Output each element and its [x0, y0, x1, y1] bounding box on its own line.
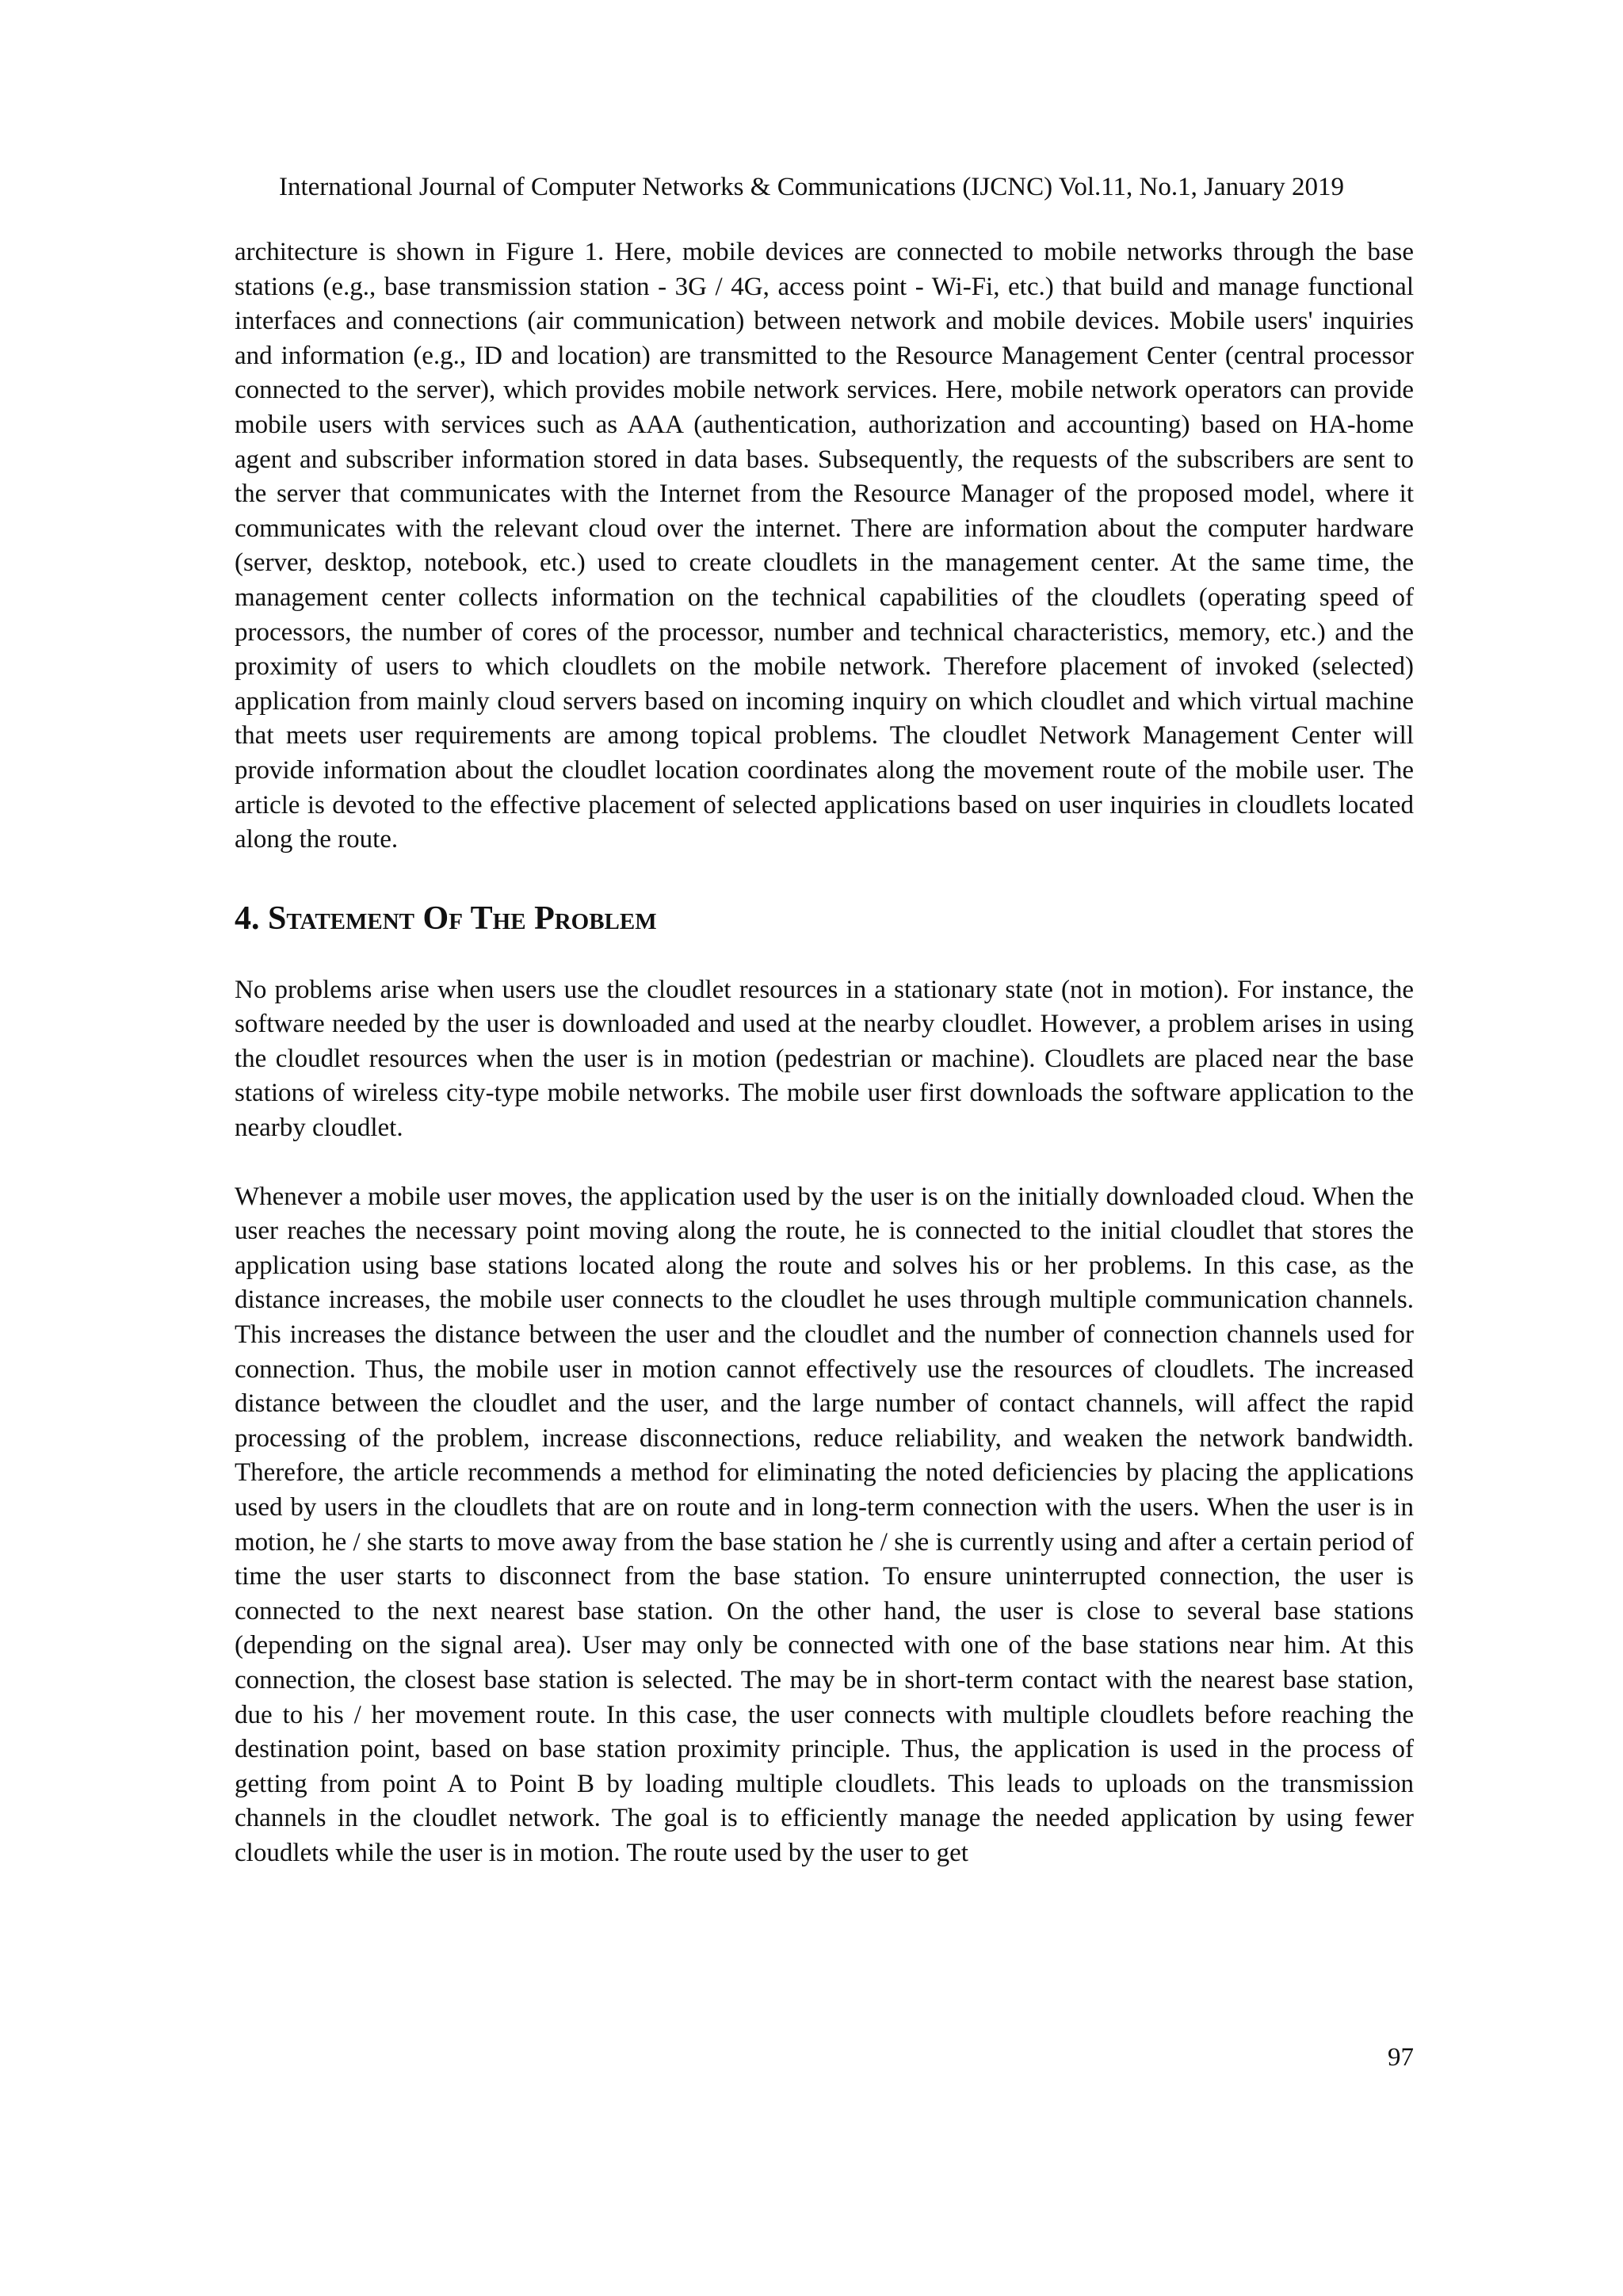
- section-heading-text: 4. Statement Of The Problem: [235, 900, 657, 937]
- section-heading: [235, 899, 1414, 938]
- main-content: [235, 235, 1414, 1871]
- page-number: 97: [1388, 2043, 1414, 2072]
- body-paragraph-3: Whenever a mobile user moves, the application used by the user is on the initially downloaded cloud. When the user reaches the necessary point moving along the route, he is connected to the initial cloudlet that stores the application using base stations located along the route and solves his or her problems. In this case, as the distance increases, the mobile user connects to the cloudlet he uses through multiple communication channels. This increases the distance between the user and the cloudlet and the number of connection channels used for connection. Thus, the mobile user in motion cannot effectively use the resources of cloudlets. The increased distance between the cloudlet and the user, and the large number of contact channels, will affect the rapid processing of the problem, increase disconnections, reduce reliability, and weaken the network bandwidth. Therefore, the article recommends a method for eliminating the noted deficiencies by placing the applications used by users in the cloudlets that are on route and in long-term connection with the users. When the user is in motion, he / she starts to move away from the base station he / she is currently using and after a certain period of time the user starts to disconnect from the base station. To ensure uninterrupted connection, the user is connected to the next nearest base station. On the other hand, the user is close to several base stations (depending on the signal area). User may only be connected with one of the base stations near him. At this connection, the closest base station is selected. The may be in short-term contact with the nearest base station, due to his / her movement route. In this case, the user connects with multiple cloudlets before reaching the destination point, based on base station proximity principle. Thus, the application is used in the process of getting from point A to Point B by loading multiple cloudlets. This leads to uploads on the transmission channels in the cloudlet network. The goal is to efficiently manage the needed application by using fewer cloudlets while the user is in motion. The route used by the user to get: [235, 1182, 1414, 1867]
- body-paragraph-2: No problems arise when users use the cloudlet resources in a stationary state (not in motion). For instance, the software needed by the user is downloaded and used at the nearby cloudlet. However, a problem arises in using the cloudlet resources when the user is in motion (pedestrian or machine). Cloudlets are placed near the base stations of wireless city-type mobile networks. The mobile user first downloads the software application to the nearby cloudlet.: [235, 975, 1414, 1143]
- running-header: International Journal of Computer Networks & Communications (IJCNC) Vol.11, No.1, January 2019: [279, 173, 1344, 201]
- body-paragraph-1: architecture is shown in Figure 1. Here, mobile devices are connected to mobile networks through the base stations (e.g., base transmission station - 3G / 4G, access point - Wi-Fi, etc.) that build and manage functional interfaces and connections (air communication) between network and mobile devices. Mobile users' inquiries and information (e.g., ID and location) are transmitted to the Resource Management Center (central processor connected to the server), which provides mobile network services. Here, mobile network operators can provide mobile users with services such as AAA (authentication, authorization and accounting) based on HA-home agent and subscriber information stored in data bases. Subsequently, the requests of the subscribers are sent to the server that communicates with the Internet from the Resource Manager of the proposed model, where it communicates with the relevant cloud over the internet. There are information about the computer hardware (server, desktop, notebook, etc.) used to create cloudlets in the management center. At the same time, the management center collects information on the technical capabilities of the cloudlets (operating speed of processors, the number of cores of the processor, number and technical characteristics, memory, etc.) and the proximity of users to which cloudlets on the mobile network. Therefore placement of invoked (selected) application from mainly cloud servers based on incoming inquiry on which cloudlet and which virtual machine that meets user requirements are among topical problems. The cloudlet Network Management Center will provide information about the cloudlet location coordinates along the movement route of the mobile user. The article is devoted to the effective placement of selected applications based on user inquiries in cloudlets located along the route.: [235, 238, 1414, 854]
